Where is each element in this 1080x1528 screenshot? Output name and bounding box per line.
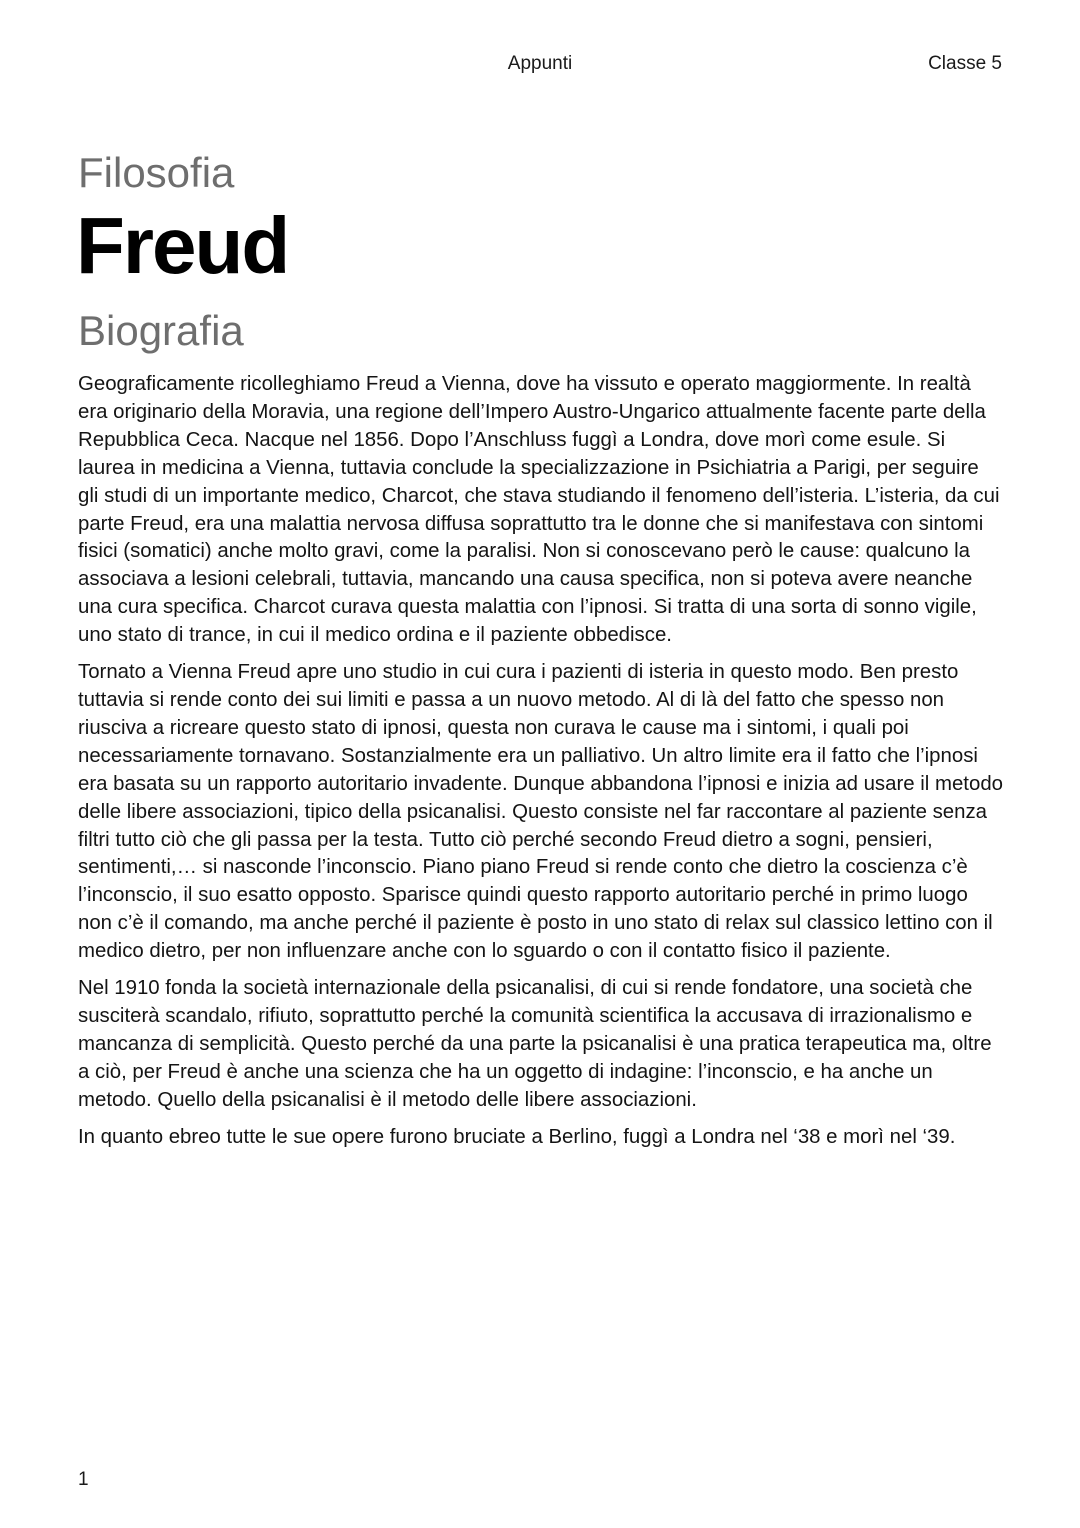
page-number: 1	[78, 1469, 89, 1490]
paragraph: In quanto ebreo tutte le sue opere furono bruciate a Berlino, fuggì a Londra nel ‘38 e morì nel ‘39.	[78, 1125, 956, 1148]
section-heading: Biografia	[78, 307, 244, 354]
document-body	[78, 371, 1004, 1160]
header-title: Appunti	[507, 53, 573, 74]
paragraph: Nel 1910 fonda la società internazionale della psicanalisi, di cui si rende fondatore, una società che susciterà scandalo, rifiuto, soprattutto perché la comunità scientifica la accusava di irrazionalismo e mancanza di semplicità. Questo perché da una parte la psicanalisi è una pratica terapeutica ma, oltre a ciò, per Freud è anche una scienza che ha un oggetto di indagine: l’inconscio, e ha anche un metodo. Quello della psicanalisi è il metodo delle libere associazioni.	[78, 977, 992, 1111]
paragraph: Geograficamente ricolleghiamo Freud a Vienna, dove ha vissuto e operato maggiormente. In realtà era originario della Moravia, una regione dell’Impero Austro-Ungarico attualmente facente parte della Repubblica Ceca. Nacque nel 1856. Dopo l’Anschluss fuggì a Londra, dove morì come esule. Si laurea in medicina a Vienna, tuttavia conclude la specializzazione in Psichiatria a Parigi, per seguire gli studi di un importante medico, Charcot, che stava studiando il fenomeno dell’isteria. L’isteria, da cui parte Freud, era una malattia nervosa diffusa soprattutto tra le donne che si manifestava con sintomi fisici (somatici) anche molto gravi, come la paralisi. Non si conoscevano però le cause: qualcuno la associava a lesioni celebrali, tuttavia, mancando una causa specifica, non si poteva avere neanche una cura specifica. Charcot curava questa malattia con l’ipnosi. Si tratta di una sorta di sonno vigile, uno stato di trance, in cui il medico ordina e il paziente obbedisce.	[78, 373, 1000, 647]
header-class-label: Classe 5	[928, 53, 1002, 74]
page-title: Freud	[76, 201, 289, 290]
paragraph: Tornato a Vienna Freud apre uno studio in cui cura i pazienti di isteria in questo modo. Ben presto tuttavia si rende conto dei sui limiti e passa a un nuovo metodo. Al di là del fatto che spesso non riusciva a ricreare questo stato di ipnosi, questa non curava le cause ma i sintomi, i quali poi necessariamente tornavano. Sostanzialmente era un palliativo. Un altro limite era il fatto che l’ipnosi era basata su un rapporto autoritario invadente. Dunque abbandona l’ipnosi e inizia ad usare il metodo delle libere associazioni, tipico della psicanalisi. Questo consiste nel far raccontare al paziente senza filtri tutto ciò che gli passa per la testa. Tutto ciò perché secondo Freud dietro a sogni, pensieri, sentimenti,… si nasconde l’inconscio. Piano piano Freud si rende conto che dietro la coscienza c’è l’inconscio, il suo esatto opposto. Sparisce quindi questo rapporto autoritario perché in primo luogo non c’è il comando, ma anche perché il paziente è posto in uno stato di relax sul classico lettino con il medico dietro, per non influenzare anche con lo sguardo o con il contatto fisico il paziente.	[78, 661, 1003, 963]
subject-heading: Filosofia	[78, 149, 235, 196]
